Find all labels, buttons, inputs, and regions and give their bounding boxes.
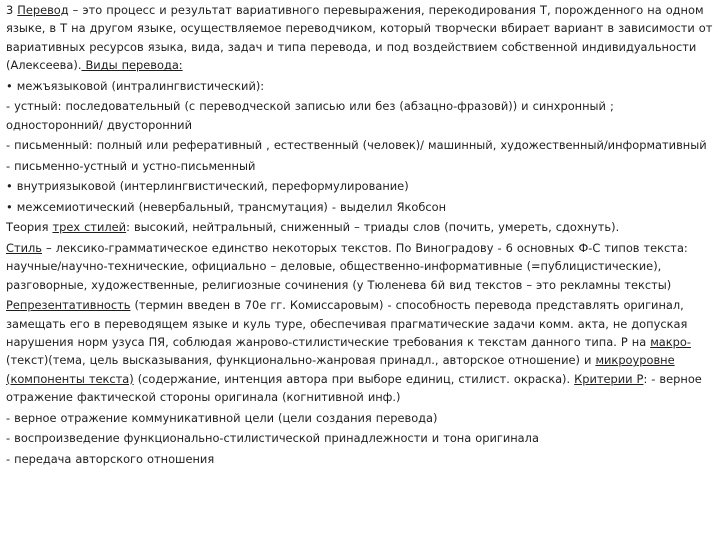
bullet-icon: • — [6, 78, 13, 93]
list-item-communicative-goal — [6, 408, 714, 428]
paragraph-text: : высокий, нейтральный, сниженный – триады слов (почить, умереть, сдохнуть). — [126, 220, 620, 235]
paragraph-translation-definition — [6, 0, 714, 76]
list-item-author-attitude — [6, 449, 714, 469]
list-item-text: межъязыковой (интралингвистический): — [12, 78, 265, 93]
paragraph-text: Теория — [6, 220, 53, 235]
paragraph-text: (термин введен в 70е гг. Комиссаровым) - способность перевода представлять оригинал, замещать его в переводящем языке и куль туре, обеспечивая прагматические задачи комм. акта, не допуская нарушения норм узуса ПЯ, соблюдая жанрово-стилистические требования к текстам данного типа. Р на — [6, 298, 688, 349]
paragraph-three-styles — [6, 217, 714, 237]
list-item-written-oral — [6, 156, 714, 176]
paragraph-text: (содержание, интенция автора при выборе единиц, стилист. окраска). — [133, 371, 575, 386]
list-item-text: - письменный: полный или реферативный , естественный (человек)/ машинный, художественный/информативный — [6, 138, 707, 153]
list-item-text: - письменно-устный и устно-письменный — [6, 158, 256, 173]
paragraph-text: (текст)(тема, цель высказывания, функционально-жанровая принадл., авторское отношение) и — [6, 353, 596, 368]
bullet-icon: • — [6, 199, 13, 214]
definition-text: – это процесс и результат вариативного перевыражения, перекодирования Т, порожденного на одном языке, в Т на другом языке, осуществляемое переводчиком, который творчески вбирает вариант в зависимости от вариативных ресурсов языка, вида, задач и типа перевода, и под воздействием собственной индивидуальности (Алексеева). — [6, 3, 713, 73]
term-translation: Перевод — [17, 3, 69, 17]
bullet-icon: • — [6, 179, 13, 194]
list-item-text: - верное отражение коммуникативной цели (цели создания перевода) — [6, 410, 438, 425]
list-item-intersemiotic — [6, 197, 714, 217]
term-three-styles: трех стилей — [52, 220, 127, 235]
list-item-written — [6, 135, 714, 155]
term-style: Стиль — [6, 240, 42, 255]
list-item-text: межсемиотический (невербальный, трансмутация) - выделил Якобсон — [12, 199, 447, 214]
term-criteria: Критерии Р — [574, 371, 644, 386]
heading-translation-types: Виды перевода: — [81, 58, 183, 73]
list-item-interlingual — [6, 76, 714, 96]
paragraph-text: – лексико-грамматическое единство некоторых текстов. По Виноградову - 6 основных Ф-С типов текста: научные/научно-технические, официально – деловые, общественно-информативные (=публицистические), разговорные, художественные, религиозные сочинения (у Тюленева 6й вид текстов – это рекламны тексты) — [6, 240, 688, 292]
list-item-oral — [6, 96, 714, 135]
list-item-text: - устный: последовательный (с переводческой записью или без (абзацно-фразовй)) и синхронный ; односторонний/ двусторонний — [6, 99, 614, 132]
paragraph-representativeness — [6, 295, 714, 408]
list-item-text: - воспроизведение функционально-стилистической принадлежности и тона оригинала — [6, 431, 539, 446]
term-micro: микроуровне (компоненты текста) — [6, 353, 675, 386]
paragraph-style-definition — [6, 238, 714, 295]
list-item-intralingual — [6, 176, 714, 196]
list-item-text: внутриязыковой (интерлингвистический, переформулирование) — [12, 179, 409, 194]
term-representativeness: Репрезентативность — [6, 298, 131, 313]
term-macro: макро- — [650, 334, 691, 349]
section-number: 3 — [6, 3, 14, 17]
paragraph-text: : - верное отражение фактической стороны оригинала (когнитивной инф.) — [6, 371, 702, 405]
list-item-text: - передача авторского отношения — [6, 451, 215, 466]
list-item-functional-style — [6, 428, 714, 448]
